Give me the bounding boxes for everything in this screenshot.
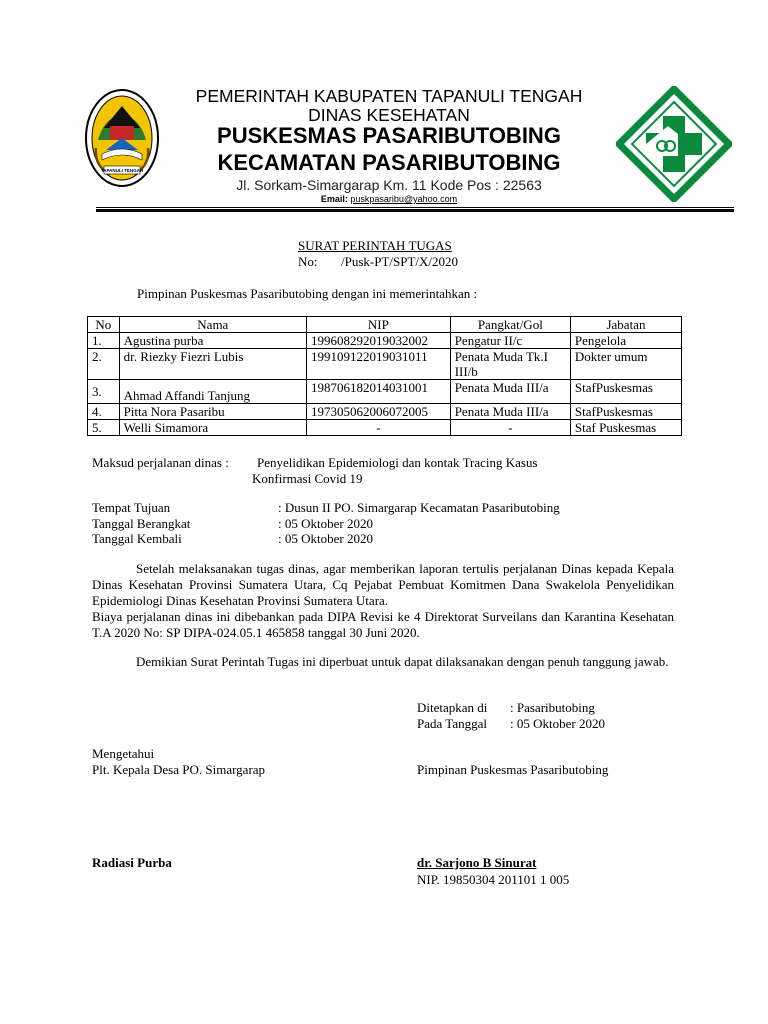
puskesmas-head-name: dr. Sarjono B Sinurat xyxy=(417,855,537,870)
return-label: Tanggal Kembali xyxy=(92,531,182,546)
header-puskesmas: PUSKESMAS PASARIBUTOBING xyxy=(217,123,561,148)
cell-pangkat: Pengatur II/c xyxy=(450,333,570,349)
cell-no: 3. xyxy=(88,380,120,404)
cell-no: 1. xyxy=(88,333,120,349)
header-department: DINAS KESEHATAN xyxy=(308,105,470,125)
document-number: /Pusk-PT/SPT/X/2020 xyxy=(341,254,459,269)
cell-nip: 199608292019032002 xyxy=(307,333,451,349)
table-header-row xyxy=(88,317,682,333)
cell-no: 5. xyxy=(88,420,120,436)
cell-nama: Welli Simamora xyxy=(119,420,306,436)
table-row xyxy=(88,333,682,349)
header-email xyxy=(184,194,594,204)
cell-jabatan: Pengelola xyxy=(570,333,681,349)
purpose-label: Maksud perjalanan dinas : xyxy=(92,455,229,470)
header-government: PEMERINTAH KABUPATEN TAPANULI TENGAH xyxy=(195,86,583,106)
issued-place-value: : Pasaributobing xyxy=(510,700,595,715)
table-row xyxy=(88,404,682,420)
cell-jabatan: Staf Puskesmas xyxy=(570,420,681,436)
closing-paragraph: Demikian Surat Perintah Tugas ini diperbuat untuk dapat dilaksanakan dengan penuh tanggung jawab. xyxy=(136,654,669,669)
cell-nip: 198706182014031001 xyxy=(307,380,451,404)
col-header-pangkat: Pangkat/Gol xyxy=(450,317,570,333)
cell-pangkat: - xyxy=(450,420,570,436)
cell-nip: 199109122019031011 xyxy=(307,349,451,380)
header-address: Jl. Sorkam-Simargarap Km. 11 Kode Pos : 22563 xyxy=(236,177,542,193)
table-row xyxy=(88,380,682,404)
email-link[interactable]: puskpasaribu@yahoo.com xyxy=(350,194,458,204)
cell-nip: - xyxy=(307,420,451,436)
staff-table xyxy=(87,316,682,436)
cell-pangkat: Penata Muda III/a xyxy=(450,380,570,404)
cell-no: 4. xyxy=(88,404,120,420)
intro-text: Pimpinan Puskesmas Pasaributobing dengan ini memerintahkan : xyxy=(137,286,478,301)
cell-jabatan: StafPuskesmas xyxy=(570,404,681,420)
table-row xyxy=(88,349,682,380)
header-kecamatan: KECAMATAN PASARIBUTOBING xyxy=(217,150,561,175)
seal-text: TAPANULI TENGAH xyxy=(100,168,144,173)
cell-nama: Ahmad Affandi Tanjung xyxy=(119,380,306,404)
village-head-name: Radiasi Purba xyxy=(92,855,172,870)
village-head-title: Plt. Kepala Desa PO. Simargarap xyxy=(92,762,266,777)
cell-nama: Pitta Nora Pasaribu xyxy=(119,404,306,420)
cell-nip: 197305062006072005 xyxy=(307,404,451,420)
cell-pangkat: Penata Muda Tk.I III/b xyxy=(450,349,570,380)
destination-value: : Dusun II PO. Simargarap Kecamatan Pasaributobing xyxy=(278,500,560,515)
col-header-no: No xyxy=(88,317,120,333)
cell-jabatan: Dokter umum xyxy=(570,349,681,380)
destination-label: Tempat Tujuan xyxy=(92,500,171,515)
issued-place-label: Ditetapkan di xyxy=(417,700,488,715)
document-number-label: No: xyxy=(298,254,318,269)
cell-jabatan: StafPuskesmas xyxy=(570,380,681,404)
funding-paragraph: Biaya perjalanan dinas ini dibebankan pada DIPA Revisi ke 4 Direktorat Surveilans dan Karantina Kesehatan T.A 2020 No: SP DIPA-024.05.1 465858 tanggal 30 Juni 2020. xyxy=(92,609,674,640)
header-divider-thick xyxy=(96,209,734,212)
report-instruction-paragraph: Setelah melaksanakan tugas dinas, agar memberikan laporan tertulis perjalanan Dinas kepada Kepala Dinas Kesehatan Provinsi Sumatera Utara, Cq Pejabat Pembuat Komitmen Dana Swakelola Penyelidikan Epidemiologi Dinas Kesehatan Provinsi Sumatera Utara. xyxy=(92,561,674,608)
regency-seal-logo xyxy=(84,88,160,188)
col-header-jabatan: Jabatan xyxy=(570,317,681,333)
table-row xyxy=(88,420,682,436)
issued-date-value: : 05 Oktober 2020 xyxy=(510,716,605,731)
acknowledged-label: Mengetahui xyxy=(92,746,155,761)
document-title: SURAT PERINTAH TUGAS xyxy=(298,238,452,253)
departure-label: Tanggal Berangkat xyxy=(92,516,191,531)
departure-value: : 05 Oktober 2020 xyxy=(278,516,373,531)
purpose-line2: Konfirmasi Covid 19 xyxy=(252,471,363,486)
header-divider-thin xyxy=(96,207,734,208)
return-value: : 05 Oktober 2020 xyxy=(278,531,373,546)
col-header-nip: NIP xyxy=(307,317,451,333)
puskesmas-logo xyxy=(616,86,732,202)
cell-pangkat: Penata Muda III/a xyxy=(450,404,570,420)
cell-nama: dr. Riezky Fiezri Lubis xyxy=(119,349,306,380)
puskesmas-head-title: Pimpinan Puskesmas Pasaributobing xyxy=(417,762,609,777)
col-header-nama: Nama xyxy=(119,317,306,333)
purpose-line1: Penyelidikan Epidemiologi dan kontak Tracing Kasus xyxy=(257,455,538,470)
cell-nama: Agustina purba xyxy=(119,333,306,349)
issued-date-label: Pada Tanggal xyxy=(417,716,487,731)
email-label: Email: xyxy=(320,194,348,204)
puskesmas-head-nip: NIP. 19850304 201101 1 005 xyxy=(417,872,570,887)
cell-no: 2. xyxy=(88,349,120,380)
